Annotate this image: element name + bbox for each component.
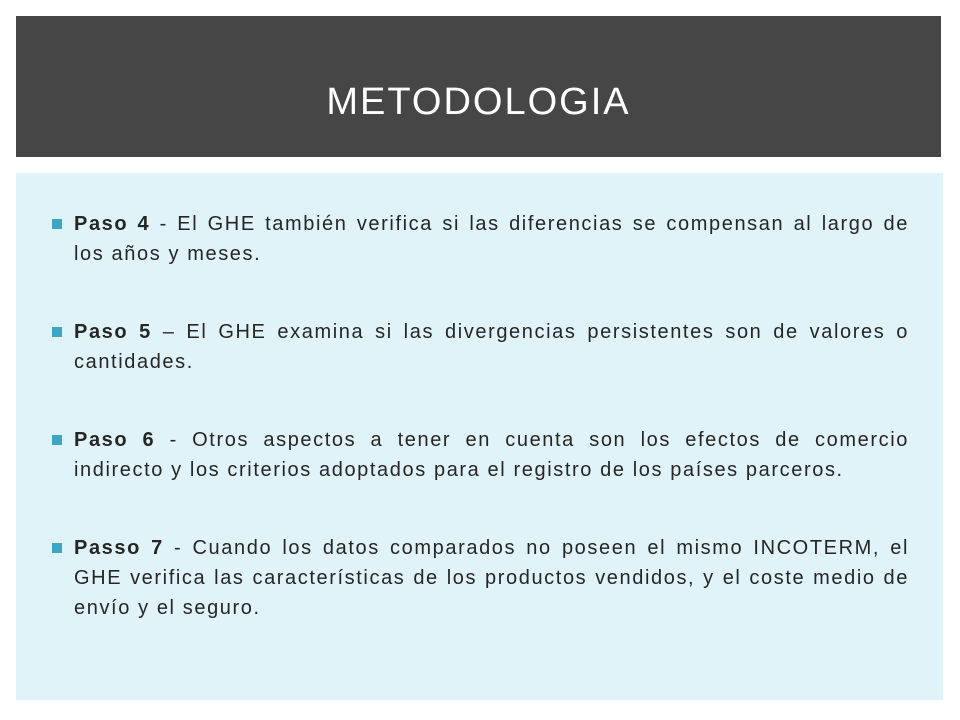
square-bullet-icon — [52, 543, 62, 553]
bullet-item-paso-6 — [74, 425, 909, 485]
step-label: Paso 4 — [74, 213, 151, 235]
slide-title: METODOLOGIA — [326, 81, 631, 123]
step-description: – El GHE examina si las divergencias persistentes son de valores o cantidades. — [74, 321, 909, 373]
step-description: - Otros aspectos a tener en cuenta son los efectos de comercio indirecto y los criterios adoptados para el registro de los países parceros. — [74, 429, 909, 481]
square-bullet-icon — [52, 435, 62, 445]
step-label: Paso 5 — [74, 321, 152, 343]
step-label: Paso 6 — [74, 429, 156, 451]
square-bullet-icon — [52, 327, 62, 337]
bullet-item-paso-5 — [74, 317, 909, 377]
step-description: - El GHE también verifica si las diferencias se compensan al largo de los años y meses. — [74, 213, 909, 265]
step-label: Passo 7 — [74, 537, 164, 559]
content-panel — [16, 173, 943, 700]
square-bullet-icon — [52, 219, 62, 229]
title-bar — [16, 16, 941, 157]
bullet-item-paso-4 — [74, 209, 909, 269]
step-description: - Cuando los datos comparados no poseen el mismo INCOTERM, el GHE verifica las características de los productos vendidos, y el coste medio de envío y el seguro. — [74, 537, 909, 619]
bullet-item-passo-7 — [74, 533, 909, 623]
bullet-list — [74, 209, 909, 671]
